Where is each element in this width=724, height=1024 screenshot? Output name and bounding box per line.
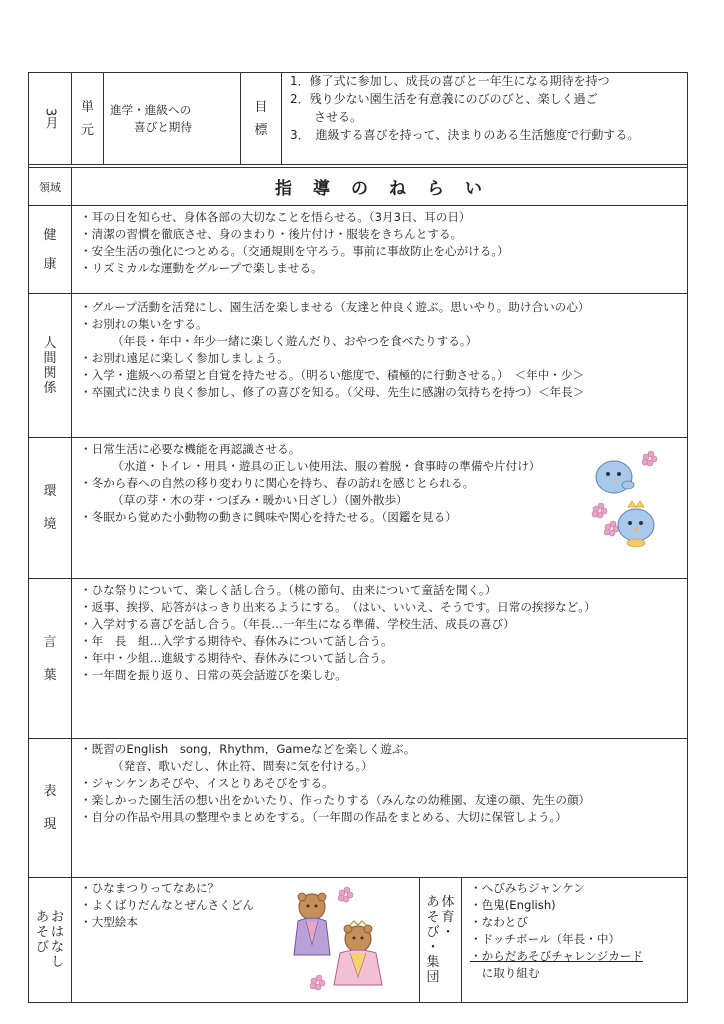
aim-line: ・既習のEnglish song，Rhythm，Gameなどを楽しく遊ぶ。 <box>80 742 416 756</box>
unit-line: 進学・進級への <box>110 103 192 117</box>
blossom-icon <box>592 503 607 518</box>
story-item: ・大型絵本 <box>80 915 138 929</box>
aim-line: ・安全生活の強化につとめる。（交通規則を守ろう。事前に事故防止を心がける。） <box>80 244 509 258</box>
goal-label-cell <box>241 73 281 164</box>
section-label-language: 言 葉 <box>43 634 57 683</box>
story-item: ・ひなまつりってなあに？ <box>80 881 220 895</box>
aim-line: ・一年間を振り返り、日常の英会話遊びを楽しむ。 <box>80 668 347 682</box>
section-label-environment: 環 境 <box>43 484 57 532</box>
pe-item: に取り組む <box>470 966 540 980</box>
aim-line: ・年 長 組…入学する期待や、春休みについて話し合う。 <box>80 634 393 648</box>
aim-line: ・自分の作品や用具の整理やまとめをする。（一年間の作品をまとめる、大切に保管しよう。） <box>80 810 567 824</box>
bird-icon <box>618 501 654 547</box>
goal-label-char: 目 <box>254 99 268 115</box>
aim-line: ・冬眠から覚めた小動物の動きに興味や関心を持たせる。（図鑑を見る） <box>80 510 457 524</box>
section-label-pe: 体 育 ・ あ そ び ・ 集 団 <box>426 895 455 985</box>
section-label-health: 健 康 <box>43 227 57 272</box>
aim-line: （年長・年中・年少一緒に楽しく遊んだり、おやつを食べたりする。） <box>112 334 478 348</box>
aim-line: ・リズミカルな運動をグループで楽しませる。 <box>80 261 323 275</box>
aim-line: ・日常生活に必要な機能を再認識させる。 <box>80 442 301 456</box>
blossom-icon <box>310 975 325 990</box>
pe-item: ・色鬼(English) <box>470 898 556 912</box>
blossom-icon <box>604 521 619 536</box>
goal-item: 1．修了式に参加し、成長の喜びと一年生になる期待を持つ <box>290 74 610 88</box>
month-cell <box>29 73 71 164</box>
aim-line: ・冬から春への自然の移り変わりに関心を持ち、春の訪れを感じとられる。 <box>80 476 475 490</box>
bear-doll-icon <box>334 921 382 985</box>
hina-dolls-illustration <box>292 885 410 997</box>
story-item: ・よくばりだんなとぜんさくどん <box>80 898 254 912</box>
aim-line: ・入学・進級への希望と自覚を持たせる。（明るい態度で、積極的に行動させる。） ＜年中・少＞ <box>80 368 585 382</box>
aim-line: ・ジャンケンあそびや、イスとりあそびをする。 <box>80 776 334 790</box>
pe-list <box>470 880 684 982</box>
birds-illustration <box>588 447 668 559</box>
language-aims <box>80 582 690 684</box>
blossom-icon <box>338 887 353 902</box>
goal-item: 3． 進級する喜びを持って、決まりのある生活態度で行動する。 <box>290 128 640 142</box>
aim-line: （発音、歌いだし、休止符、間奏に気を付ける。） <box>112 759 373 773</box>
goal-label-char: 標 <box>254 122 268 138</box>
goals-list <box>290 72 686 144</box>
blossom-icon <box>642 451 657 466</box>
unit-content <box>110 102 238 136</box>
pe-item: ・ドッチボール（年長・中） <box>470 932 621 946</box>
aim-line: ・ひな祭りについて、楽しく話し合う。（桃の節句、由来について童話を聞く。） <box>80 583 497 597</box>
aim-line: （草の芽・木の芽・つぼみ・暖かい日ざし）（園外散歩） <box>112 493 408 507</box>
pe-item-challenge-card: ・からだあそびチャレンジカード <box>470 949 643 963</box>
pe-item: ・へびみちジャンケン <box>470 881 585 895</box>
unit-label-char: 単 <box>80 99 94 115</box>
expression-aims <box>80 741 690 826</box>
stories-list <box>80 880 310 931</box>
bird-icon <box>596 461 634 493</box>
aim-line: （水道・トイレ・用具・遊具の正しい使用法、服の着脱・食事時の準備や片付け） <box>112 459 541 473</box>
bear-doll-icon <box>294 893 330 955</box>
aim-line: ・お別れの集いをする。 <box>80 317 208 331</box>
aim-line: ・卒園式に決まり良く参加し、修了の喜びを知る。（父母、先生に感謝の気持ちを持つ）＜年長＞ <box>80 385 585 399</box>
section-label-expression: 表 現 <box>43 784 57 832</box>
section-label-relations: 人 間 関 係 <box>43 335 57 396</box>
goal-item: させる。 <box>314 110 363 124</box>
unit-line: 喜びと期待 <box>134 120 192 134</box>
aim-line: ・返事、挨拶、応答がはっきり出来るようにする。 （はい、いいえ、そうです。日常の挨拶など。） <box>80 600 596 614</box>
unit-label-cell <box>72 73 103 164</box>
relations-aims <box>80 299 690 401</box>
aim-line: ・入学対する喜びを話し合う。（年長…一年生になる準備、学校生活、成長の喜び） <box>80 617 515 631</box>
aim-line: ・楽しかった園生活の想い出をかいたり、作ったりする（みんなの幼稚園、友達の顔、先生の顔） <box>80 793 591 807</box>
unit-label-char: 元 <box>80 122 94 138</box>
goal-item: 2．残り少ない園生活を有意義にのびのびと、楽しく過ご <box>290 92 598 106</box>
section-label-stories: お は な し あ そ び <box>35 910 65 970</box>
month-label: 3月 <box>42 107 58 130</box>
health-aims <box>80 209 690 277</box>
aim-line: ・グループ活動を活発にし、園生活を楽しませる（友達と仲良く遊ぶ。思いやり。助け合いの心） <box>80 300 590 314</box>
pe-item: ・なわとび <box>470 915 528 929</box>
domain-label: 領域 <box>39 180 61 194</box>
aim-line: ・清潔の習慣を徹底させ、身のまわり・後片付け・服装をきちんとする。 <box>80 227 463 241</box>
aims-title: 指 導 の ね ら い <box>275 179 484 199</box>
aim-line: ・お別れ遠足に楽しく参加しましょう。 <box>80 351 289 365</box>
aim-line: ・年中・少組…進級する期待や、春休みについて話し合う。 <box>80 651 393 665</box>
aim-line: ・耳の日を知らせ、身体各部の大切なことを悟らせる。（3月3日、耳の日） <box>80 210 471 224</box>
